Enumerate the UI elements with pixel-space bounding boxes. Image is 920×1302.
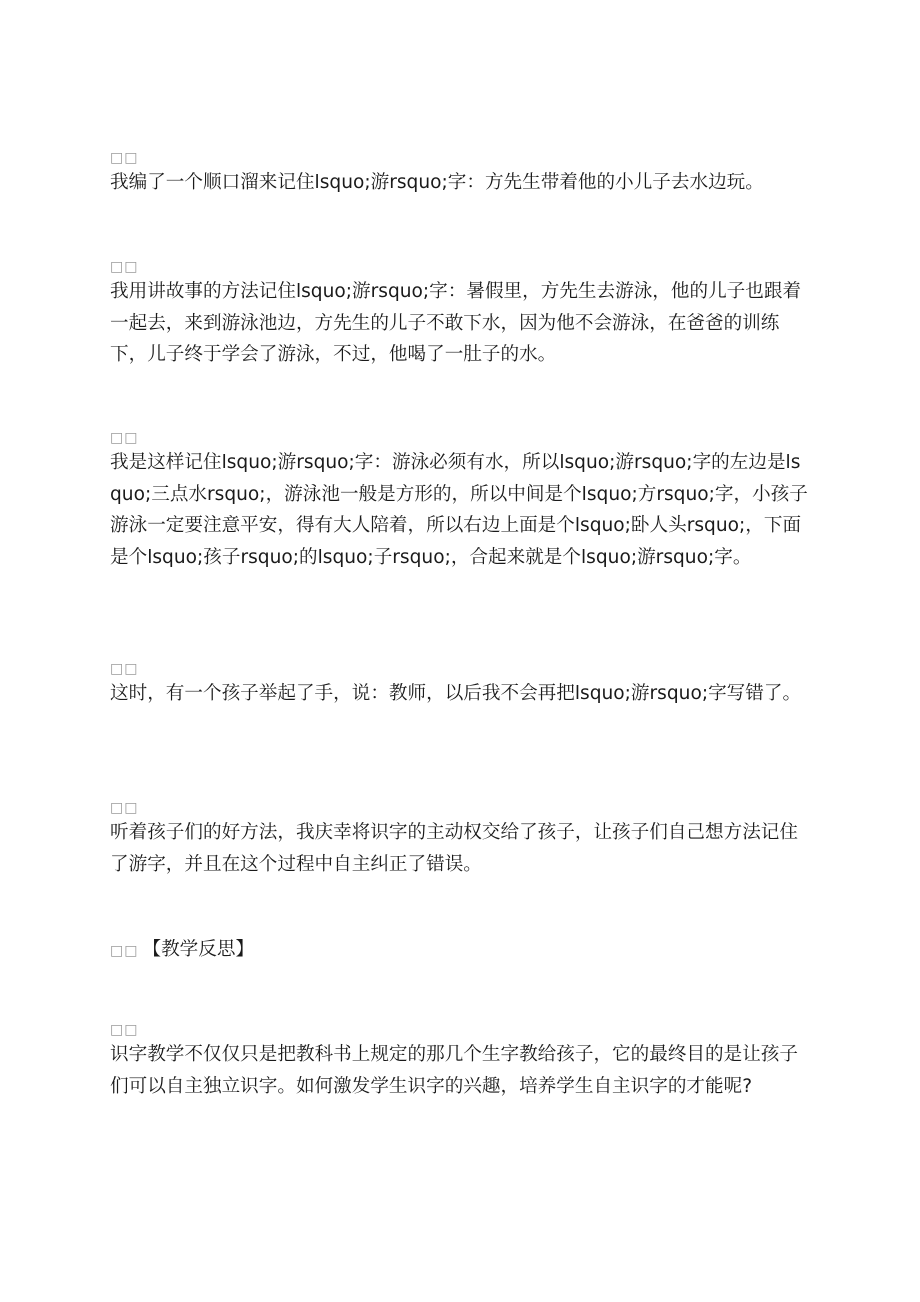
paragraph-marker: □□: [110, 259, 139, 275]
paragraph-marker: □□: [110, 661, 139, 677]
paragraph-marker: □□: [110, 430, 139, 446]
paragraph-text: 我用讲故事的方法记住lsquo;游rsquo;字：暑假里，方先生去游泳，他的儿子也跟着一起去，来到游泳池边，方先生的儿子不敢下水，因为他不会游泳，在爸爸的训练下，儿子终于学会了游泳，不过，他喝了一肚子的水。: [110, 281, 802, 365]
paragraph-block-4: [110, 660, 810, 710]
paragraph-text: 我是这样记住lsquo;游rsquo;字：游泳必须有水，所以lsquo;游rsquo;字的左边是lsquo;三点水rsquo;，游泳池一般是方形的，所以中间是个lsquo;方rsquo;字，小孩子游泳一定要注意平安，得有大人陪着，所以右边上面是个lsquo;卧人头rsquo;，下面是个lsquo;孩子rsquo;的lsquo;子rsquo;，合起来就是个lsquo;游rsquo;字。: [110, 452, 808, 568]
paragraph-block-3: [110, 429, 810, 573]
paragraph-block-5: [110, 799, 810, 880]
paragraph-marker: □□: [110, 150, 139, 166]
paragraph-text: 我编了一个顺口溜来记住lsquo;游rsquo;字：方先生带着他的小儿子去水边玩。: [110, 172, 764, 193]
heading-marker: □□: [110, 943, 139, 959]
paragraph-marker: □□: [110, 1022, 139, 1038]
paragraph-block-2: [110, 258, 810, 371]
section-heading-row: [110, 937, 254, 964]
paragraph-block-1: [110, 149, 810, 199]
paragraph-text: 听着孩子们的好方法，我庆幸将识字的主动权交给了孩子，让孩子们自己想方法记住了游字，并且在这个过程中自主纠正了错误。: [110, 822, 798, 875]
reflection-text: 识字教学不仅仅只是把教科书上规定的那几个生字教给孩子，它的最终目的是让孩子们可以自主独立识字。如何激发学生识字的兴趣，培养学生自主识字的才能呢?: [110, 1044, 798, 1097]
reflection-block: [110, 1021, 810, 1102]
paragraph-text: 这时，有一个孩子举起了手，说：教师，以后我不会再把lsquo;游rsquo;字写错了。: [110, 683, 802, 704]
paragraph-marker: □□: [110, 800, 139, 816]
section-heading: 【教学反思】: [142, 939, 255, 960]
